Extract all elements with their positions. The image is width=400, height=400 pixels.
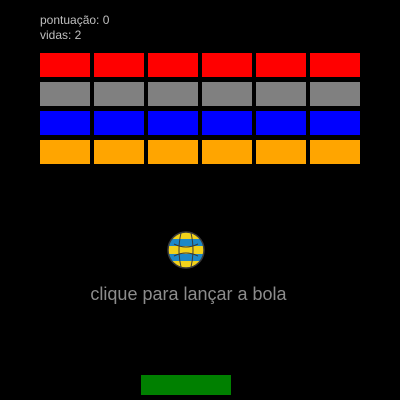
brick-orange: [310, 140, 360, 164]
brick-blue: [148, 111, 198, 135]
paddle[interactable]: [141, 375, 231, 395]
brick-orange: [202, 140, 252, 164]
lives-label: vidas: 2: [40, 28, 82, 42]
brick-gray: [310, 82, 360, 106]
launch-prompt: clique para lançar a bola: [90, 284, 287, 304]
brick-orange: [256, 140, 306, 164]
brick-gray: [148, 82, 198, 106]
brick-gray: [40, 82, 90, 106]
brick-blue: [40, 111, 90, 135]
score-label: pontuação: 0: [40, 13, 110, 27]
brick-gray: [202, 82, 252, 106]
brick-red: [40, 53, 90, 77]
brick-orange: [94, 140, 144, 164]
brick-orange: [148, 140, 198, 164]
brick-orange: [40, 140, 90, 164]
brick-gray: [256, 82, 306, 106]
brick-blue: [310, 111, 360, 135]
ball[interactable]: [166, 230, 206, 270]
brick-red: [256, 53, 306, 77]
brick-blue: [202, 111, 252, 135]
brick-red: [94, 53, 144, 77]
brick-blue: [94, 111, 144, 135]
volleyball-icon: [166, 230, 206, 270]
brick-red: [148, 53, 198, 77]
brick-blue: [256, 111, 306, 135]
brick-gray: [94, 82, 144, 106]
brick-red: [202, 53, 252, 77]
brick-red: [310, 53, 360, 77]
